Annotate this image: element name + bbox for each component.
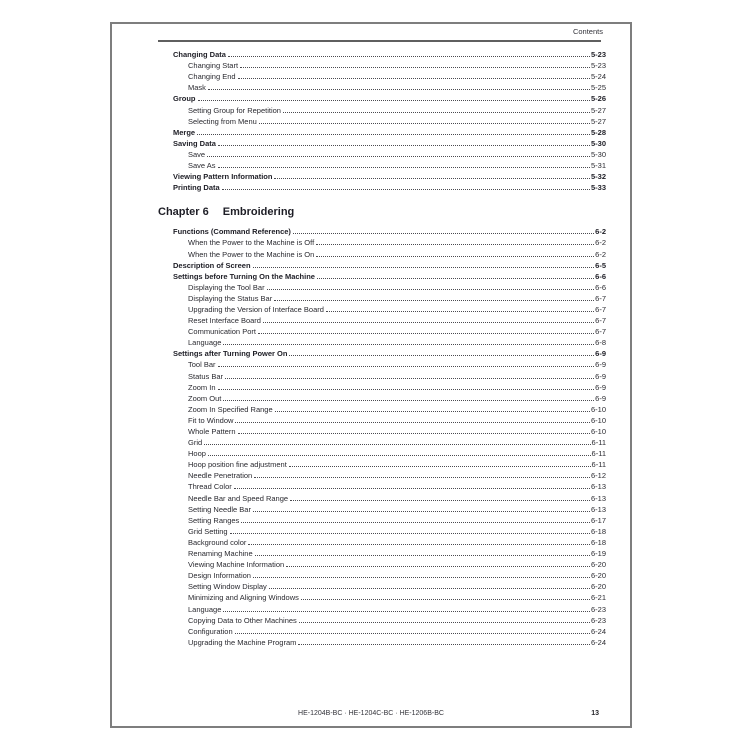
toc-entry-page: 5-27 — [590, 116, 606, 126]
toc-section — [158, 48, 606, 192]
toc-entry-page: 5-26 — [590, 94, 606, 104]
dot-leader — [248, 544, 590, 545]
toc-entry[interactable] — [158, 59, 606, 70]
toc-entry-page: 5-27 — [590, 105, 606, 115]
dot-leader — [298, 644, 590, 645]
toc-entry[interactable] — [158, 247, 606, 258]
toc-entry-page: 5-23 — [590, 50, 606, 60]
toc-entry-page: 6-9 — [595, 382, 606, 392]
toc-entry-page: 5-31 — [590, 161, 606, 171]
toc-entry-page: 6-24 — [590, 637, 606, 647]
toc-entry-label: Hoop position fine adjustment — [188, 460, 287, 470]
dot-leader — [218, 366, 595, 367]
dot-leader — [198, 100, 590, 101]
dot-leader — [225, 378, 594, 379]
dot-leader — [238, 78, 590, 79]
toc-entry-page: 6-7 — [595, 316, 606, 326]
toc-entry-page: 6-2 — [595, 227, 606, 237]
toc-entry-page: 6-23 — [590, 615, 606, 625]
toc-entry-page: 6-12 — [590, 471, 606, 481]
toc-entry[interactable] — [158, 602, 606, 613]
dot-leader — [207, 156, 590, 157]
toc-entry[interactable] — [158, 369, 606, 380]
toc-entry-label: Viewing Pattern Information — [173, 172, 273, 182]
toc-entry[interactable] — [158, 292, 606, 303]
dot-leader — [223, 400, 594, 401]
toc-entry-page: 6-7 — [595, 293, 606, 303]
toc-entry[interactable] — [158, 259, 606, 270]
toc-entry-page: 5-30 — [590, 138, 606, 148]
toc-entry[interactable] — [158, 469, 606, 480]
toc-entry[interactable] — [158, 126, 606, 137]
toc-entry[interactable] — [158, 103, 606, 114]
toc-entry-label: Fit to Window — [188, 415, 234, 425]
toc-entry-page: 5-28 — [590, 127, 606, 137]
dot-leader — [208, 455, 591, 456]
dot-leader — [218, 167, 590, 168]
dot-leader — [218, 389, 595, 390]
toc-entry[interactable] — [158, 81, 606, 92]
toc-entry-label: Language — [188, 604, 222, 614]
dot-leader — [290, 500, 590, 501]
toc-entry[interactable] — [158, 181, 606, 192]
toc-entry-label: Grid — [188, 438, 203, 448]
dot-leader — [234, 488, 590, 489]
toc-entry-page: 5-23 — [590, 61, 606, 71]
toc-entry-page: 6-5 — [595, 260, 606, 270]
toc-entry-label: Configuration — [188, 626, 233, 636]
toc-entry[interactable] — [158, 325, 606, 336]
toc-entry-page: 6-9 — [595, 371, 606, 381]
toc-section — [158, 207, 606, 647]
toc-entry-label: Changing Start — [188, 61, 239, 71]
dot-leader — [258, 333, 594, 334]
toc-entry[interactable] — [158, 358, 606, 369]
dot-leader — [299, 622, 590, 623]
toc-entry[interactable] — [158, 381, 606, 392]
toc-entry-page: 5-24 — [590, 72, 606, 82]
toc-entry-page: 6-2 — [595, 238, 606, 248]
toc-entry-label: Functions (Command Reference) — [173, 227, 291, 237]
toc-entry-label: Setting Ranges — [188, 515, 240, 525]
toc-entry[interactable] — [158, 225, 606, 236]
toc-entry-page: 6-2 — [595, 249, 606, 259]
dot-leader — [259, 123, 590, 124]
toc-entry-page: 6-11 — [591, 460, 606, 470]
dot-leader — [269, 588, 590, 589]
toc-entry-label: Minimizing and Aligning Windows — [188, 593, 299, 603]
toc-entry-page: 5-33 — [590, 183, 606, 193]
toc-entry-label: Displaying the Tool Bar — [188, 282, 265, 292]
toc-entry-label: Upgrading the Machine Program — [188, 637, 297, 647]
toc-entry-page: 6-10 — [590, 427, 606, 436]
toc-entry-page: 6-17 — [590, 515, 606, 525]
dot-leader — [223, 344, 594, 345]
toc-entry-label: Design Information — [188, 571, 251, 581]
toc-entry-label: Merge — [173, 127, 196, 137]
toc-entry-page: 6-9 — [595, 349, 606, 359]
toc-entry[interactable] — [158, 503, 606, 514]
toc-entry-page: 6-11 — [591, 449, 606, 459]
toc-entry-label: Save As — [188, 161, 216, 171]
toc-entry-label: Zoom In Specified Range — [188, 404, 273, 414]
toc-entry-page: 6-7 — [595, 304, 606, 314]
chapter-title: Embroidering — [222, 206, 295, 219]
toc-entry[interactable] — [158, 70, 606, 81]
toc-entry-label: Settings before Turning On the Machine — [173, 271, 315, 281]
toc-entry-label: Grid Setting — [188, 526, 228, 536]
toc-entry[interactable] — [158, 591, 606, 602]
toc-entry[interactable] — [158, 569, 606, 580]
toc — [158, 48, 606, 647]
dot-leader — [289, 466, 591, 467]
dot-leader — [228, 56, 590, 57]
toc-entry-label: Changing End — [188, 72, 236, 82]
toc-entry-label: Background color — [188, 537, 247, 547]
toc-entry[interactable] — [158, 336, 606, 347]
toc-entry-page: 6-8 — [595, 338, 606, 348]
dot-leader — [289, 355, 594, 356]
toc-entry-label: Settings after Turning Power On — [173, 349, 288, 359]
toc-entry[interactable] — [158, 236, 606, 247]
toc-entry-label: Hoop — [188, 449, 206, 459]
toc-entry-label: Whole Pattern — [188, 427, 236, 436]
dot-leader — [267, 289, 595, 290]
toc-entry[interactable] — [158, 48, 606, 59]
toc-entry-label: Mask — [188, 83, 206, 93]
dot-leader — [286, 566, 590, 567]
chapter-heading — [158, 207, 606, 218]
toc-entry-page: 6-7 — [595, 327, 606, 337]
toc-entry[interactable] — [158, 525, 606, 536]
toc-entry-label: Language — [188, 338, 222, 348]
chapter-number: Chapter 6 — [158, 206, 209, 219]
toc-entry-label: Setting Group for Repetition — [188, 105, 281, 115]
toc-entry-page: 6-19 — [590, 549, 606, 559]
toc-entry[interactable] — [158, 137, 606, 148]
dot-leader — [275, 411, 590, 412]
toc-entry-page: 6-20 — [590, 582, 606, 592]
dot-leader — [254, 477, 590, 478]
dot-leader — [253, 577, 590, 578]
dot-leader — [283, 112, 590, 113]
toc-entry-label: Zoom In — [188, 382, 216, 392]
page-header-title: Contents — [572, 27, 603, 36]
toc-entry[interactable] — [158, 303, 606, 314]
toc-entry-label: Communication Port — [188, 327, 256, 337]
dot-leader — [204, 444, 590, 445]
dot-leader — [255, 555, 590, 556]
toc-entry[interactable] — [158, 447, 606, 458]
toc-entry-label: Copying Data to Other Machines — [188, 615, 297, 625]
toc-entry-page: 6-21 — [590, 593, 606, 603]
toc-entry-page: 5-25 — [590, 83, 606, 93]
toc-entry-label: Needle Penetration — [188, 471, 253, 481]
toc-entry-label: Reset Interface Board — [188, 316, 261, 326]
toc-entry[interactable] — [158, 625, 606, 636]
toc-entry[interactable] — [158, 636, 606, 647]
toc-entry-page: 6-18 — [590, 526, 606, 536]
toc-entry-page: 6-9 — [595, 360, 606, 370]
toc-entry-page: 6-11 — [591, 438, 606, 448]
dot-leader — [223, 611, 590, 612]
toc-entry[interactable] — [158, 436, 606, 447]
toc-entry[interactable] — [158, 614, 606, 625]
toc-entry-label: Group — [173, 94, 196, 104]
dot-leader — [301, 599, 590, 600]
toc-entry-label: Saving Data — [173, 138, 216, 148]
toc-entry-page: 6-13 — [590, 482, 606, 492]
header-rule — [158, 40, 601, 42]
toc-entry-label: Needle Bar and Speed Range — [188, 493, 289, 503]
toc-entry[interactable] — [158, 547, 606, 558]
toc-entry-label: Setting Needle Bar — [188, 504, 251, 514]
toc-entry[interactable] — [158, 115, 606, 126]
toc-entry[interactable] — [158, 148, 606, 159]
toc-entry[interactable] — [158, 480, 606, 491]
toc-entry[interactable] — [158, 425, 606, 436]
toc-entry[interactable] — [158, 159, 606, 170]
toc-entry-label: Viewing Machine Information — [188, 560, 285, 570]
document-page — [110, 22, 632, 728]
dot-leader — [326, 311, 594, 312]
toc-entry-page: 6-10 — [590, 404, 606, 414]
dot-leader — [241, 522, 590, 523]
toc-entry-label: Selecting from Menu — [188, 116, 257, 126]
toc-entry-label: Tool Bar — [188, 360, 216, 370]
toc-entry-page: 6-24 — [590, 626, 606, 636]
toc-entry-label: When the Power to the Machine is On — [188, 249, 315, 259]
dot-leader — [208, 89, 590, 90]
dot-leader — [316, 256, 594, 257]
dot-leader — [222, 189, 590, 190]
toc-entry-label: Upgrading the Version of Interface Board — [188, 304, 324, 314]
toc-entry[interactable] — [158, 458, 606, 469]
dot-leader — [316, 244, 594, 245]
toc-entry-page: 5-32 — [590, 172, 606, 182]
dot-leader — [218, 145, 590, 146]
toc-entry-page: 6-18 — [590, 537, 606, 547]
toc-entry-label: Save — [188, 149, 206, 159]
toc-entry[interactable] — [158, 281, 606, 292]
toc-entry[interactable] — [158, 536, 606, 547]
dot-leader — [235, 422, 590, 423]
dot-leader — [253, 511, 590, 512]
toc-entry[interactable] — [158, 414, 606, 425]
dot-leader — [317, 278, 594, 279]
toc-entry-label: Displaying the Status Bar — [188, 293, 273, 303]
toc-entry[interactable] — [158, 170, 606, 181]
toc-entry-label: Status Bar — [188, 371, 224, 381]
toc-entry-label: Setting Window Display — [188, 582, 267, 592]
dot-leader — [263, 322, 594, 323]
toc-entry-page: 5-30 — [590, 149, 606, 159]
toc-entry[interactable] — [158, 580, 606, 591]
footer-page-number: 13 — [591, 710, 599, 717]
toc-entry-label: Zoom Out — [188, 393, 222, 403]
dot-leader — [238, 433, 590, 434]
toc-entry-label: Thread Color — [188, 482, 232, 492]
footer-model-numbers: HE-1204B-BC · HE-1204C-BC · HE-1206B-BC — [298, 710, 444, 717]
toc-entry-page: 6-13 — [590, 493, 606, 503]
toc-entry-label: When the Power to the Machine is Off — [188, 238, 315, 248]
toc-entry[interactable] — [158, 92, 606, 103]
toc-entry-page: 6-6 — [595, 282, 606, 292]
dot-leader — [197, 134, 590, 135]
toc-entry-page: 6-13 — [590, 504, 606, 514]
dot-leader — [274, 178, 590, 179]
toc-entry-page: 6-20 — [590, 560, 606, 570]
toc-entry-page: 6-9 — [595, 393, 606, 403]
toc-entry[interactable] — [158, 514, 606, 525]
dot-leader — [293, 233, 594, 234]
toc-entry[interactable] — [158, 270, 606, 281]
toc-entry-label: Renaming Machine — [188, 549, 253, 559]
toc-entry-label: Printing Data — [173, 183, 220, 193]
toc-entry[interactable] — [158, 491, 606, 502]
toc-entry[interactable] — [158, 347, 606, 358]
dot-leader — [230, 533, 590, 534]
toc-entry[interactable] — [158, 558, 606, 569]
toc-entry[interactable] — [158, 314, 606, 325]
toc-entry-label: Changing Data — [173, 50, 226, 60]
dot-leader — [274, 300, 594, 301]
toc-entry-page: 6-10 — [590, 415, 606, 425]
dot-leader — [235, 633, 590, 634]
toc-entry-label: Description of Screen — [173, 260, 251, 270]
dot-leader — [240, 67, 590, 68]
toc-entry[interactable] — [158, 403, 606, 414]
toc-entry-page: 6-6 — [595, 271, 606, 281]
dot-leader — [253, 267, 595, 268]
toc-entry[interactable] — [158, 392, 606, 403]
toc-entry-page: 6-20 — [590, 571, 606, 581]
toc-entry-page: 6-23 — [590, 604, 606, 614]
